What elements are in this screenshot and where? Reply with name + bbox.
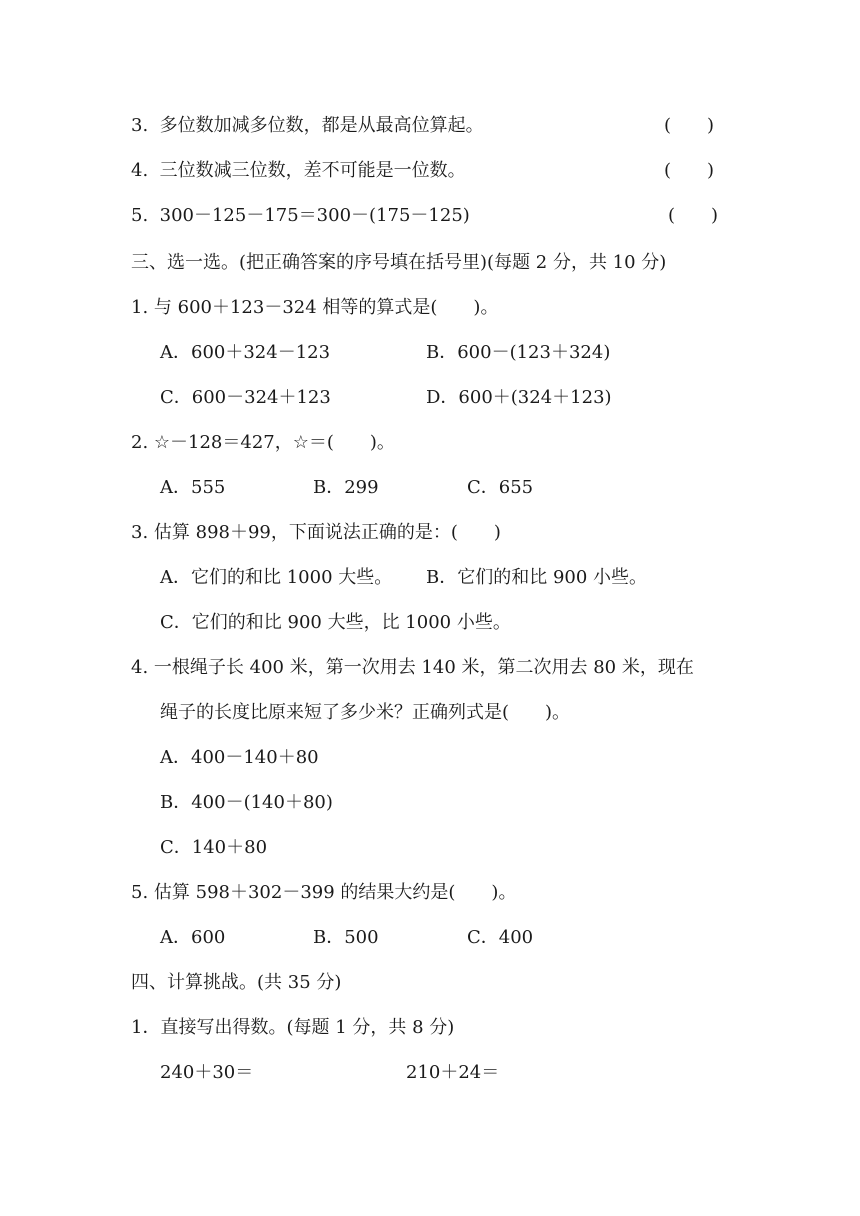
section4-title: 四、计算挑战。(共 35 分) (131, 972, 342, 993)
answer-paren-4[interactable]: ( ) (664, 160, 715, 181)
q1-option-d[interactable]: D．600＋(324＋123) (426, 387, 612, 408)
section4-sub1: 1．直接写出得数。(每题 1 分，共 8 分) (131, 1017, 455, 1038)
q3-option-a[interactable]: A．它们的和比 1000 大些。 (160, 567, 393, 588)
tf-item-3: 3. 多位数加减多位数，都是从最高位算起。 (131, 115, 484, 136)
q3-stem: 3. 估算 898＋99，下面说法正确的是：( ) (131, 522, 501, 543)
q4-option-a[interactable]: A．400－140＋80 (160, 747, 319, 768)
q3-option-c[interactable]: C．它们的和比 900 大些，比 1000 小些。 (160, 612, 511, 633)
q1-option-c[interactable]: C．600－324＋123 (160, 387, 331, 408)
q1-stem: 1. 与 600＋123－324 相等的算式是( )。 (131, 297, 499, 318)
answer-paren-5[interactable]: ( ) (668, 205, 719, 226)
calc-item-1: 240＋30＝ (160, 1062, 254, 1083)
q1-option-b[interactable]: B．600－(123＋324) (426, 342, 611, 363)
q4-stem-line1: 4. 一根绳子长 400 米，第一次用去 140 米，第二次用去 80 米，现在 (131, 657, 694, 678)
q5-option-c[interactable]: C．400 (467, 927, 534, 948)
tf-item-4: 4. 三位数减三位数，差不可能是一位数。 (131, 160, 466, 181)
q4-stem-line2: 绳子的长度比原来短了多少米？正确列式是( )。 (160, 702, 571, 723)
section3-title: 三、选一选。(把正确答案的序号填在括号里)(每题 2 分，共 10 分) (131, 252, 667, 273)
q3-option-b[interactable]: B．它们的和比 900 小些。 (426, 567, 648, 588)
calc-item-2: 210＋24＝ (406, 1062, 500, 1083)
q4-option-b[interactable]: B．400－(140＋80) (160, 792, 333, 813)
q5-stem: 5. 估算 598＋302－399 的结果大约是( )。 (131, 882, 517, 903)
q2-option-c[interactable]: C．655 (467, 477, 534, 498)
answer-paren-3[interactable]: ( ) (664, 115, 715, 136)
q1-option-a[interactable]: A．600＋324－123 (160, 342, 331, 363)
q2-stem: 2. ☆－128＝427，☆＝( )。 (131, 432, 395, 453)
q2-option-a[interactable]: A．555 (160, 477, 226, 498)
q5-option-a[interactable]: A．600 (160, 927, 226, 948)
q2-option-b[interactable]: B．299 (313, 477, 379, 498)
tf-item-5: 5. 300－125－175＝300－(175－125) (131, 205, 470, 226)
q5-option-b[interactable]: B．500 (313, 927, 379, 948)
q4-option-c[interactable]: C．140＋80 (160, 837, 268, 858)
